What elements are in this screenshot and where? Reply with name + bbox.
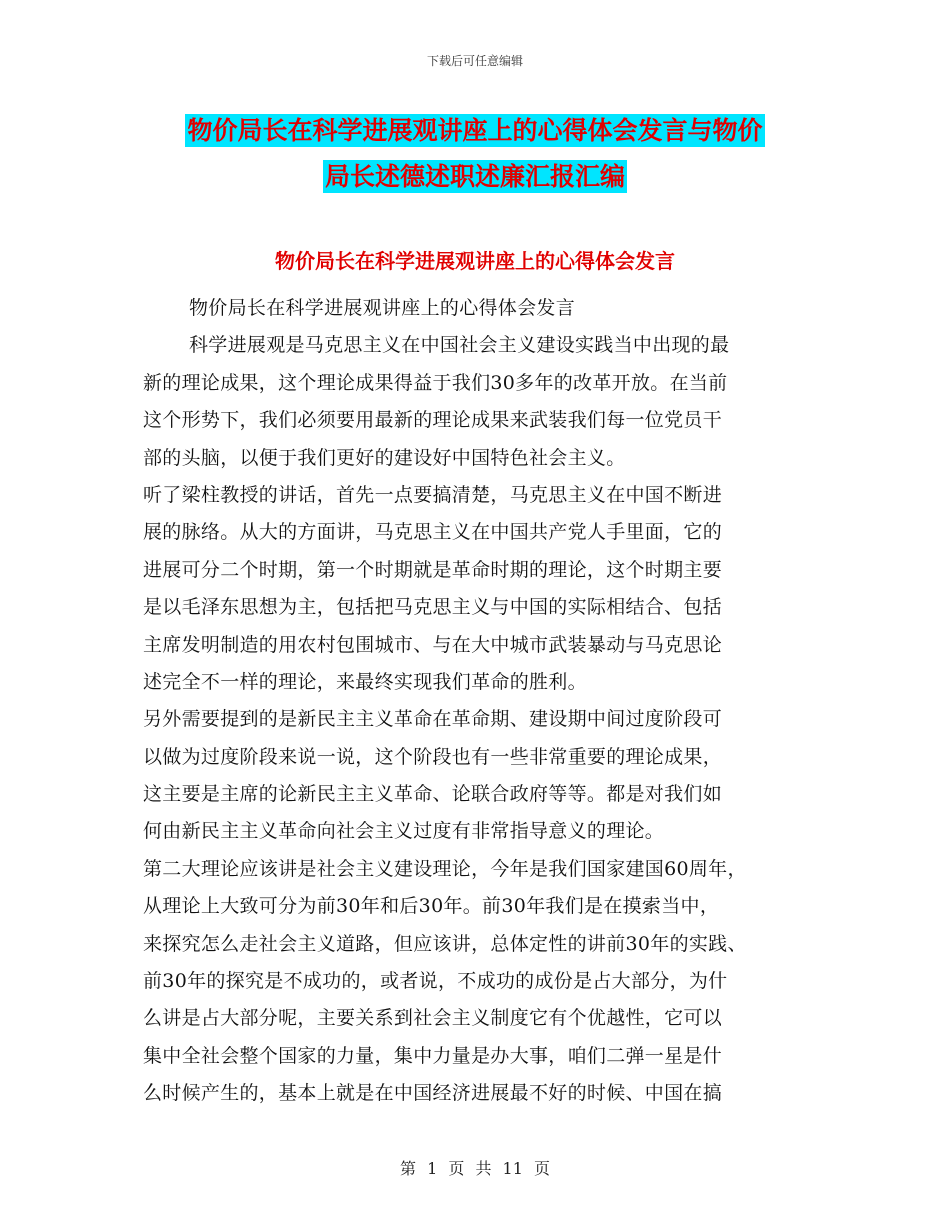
body-line: 述完全不一样的理论，来最终实现我们革命的胜利。: [143, 670, 587, 693]
body-line: 物价局长在科学进展观讲座上的心得体会发言: [189, 297, 576, 319]
body-line: 另外需要提到的是新民主主义革命在革命期、建设期中间过度阶段可: [143, 708, 723, 731]
body-line: 部的头脑，以便于我们更好的建设好中国特色社会主义。: [143, 446, 626, 469]
body-line: 主席发明制造的用农村包围城市、与在大中城市武装暴动与马克思论: [143, 633, 723, 656]
body-line: 进展可分二个时期，第一个时期就是革命时期的理论，这个时期主要: [143, 558, 723, 581]
body-line: 么讲是占大部分呢，主要关系到社会主义制度它有个优越性，它可以: [143, 1007, 723, 1030]
title-line-1: 物价局长在科学进展观讲座上的心得体会发言与物价: [187, 116, 763, 145]
title-line-2: 局长述德述职述廉汇报汇编: [324, 162, 625, 191]
section-title: 物价局长在科学进展观讲座上的心得体会发言: [275, 249, 675, 273]
body-line: 集中全社会整个国家的力量，集中力量是办大事，咱们二弹一星是什: [143, 1044, 723, 1067]
page-header: 下载后可任意编辑: [426, 54, 523, 68]
body-line: 从理论上大致可分为前30年和后30年。前30年我们是在摸索当中，: [143, 895, 720, 918]
body-line: 以做为过度阶段来说一说，这个阶段也有一些非常重要的理论成果，: [143, 745, 723, 768]
body-line: 第二大理论应该讲是社会主义建设理论，今年是我们国家建国60周年，: [143, 857, 747, 880]
document-title: [140, 108, 810, 200]
body-line: 是以毛泽东思想为主，包括把马克思主义与中国的实际相结合、包括: [143, 596, 723, 619]
body-line: 听了梁柱教授的讲话，首先一点要搞清楚，马克思主义在中国不断进: [143, 483, 723, 506]
body-line: 新的理论成果，这个理论成果得益于我们30多年的改革开放。在当前: [143, 371, 728, 394]
body-line: 何由新民主主义革命向社会主义过度有非常指导意义的理论。: [143, 820, 665, 843]
body-line: 前30年的探究是不成功的，或者说，不成功的成份是占大部分，为什: [143, 970, 728, 993]
page-footer: 第 1 页 共 11 页: [400, 1159, 550, 1178]
body-line: 这主要是主席的论新民主主义革命、论联合政府等等。都是对我们如: [143, 783, 723, 806]
body-line: 来探究怎么走社会主义道路，但应该讲，总体定性的讲前30年的实践、: [143, 932, 747, 955]
body-line: 科学进展观是马克思主义在中国社会主义建设实践当中出现的最: [189, 334, 730, 357]
body-line: 展的脉络。从大的方面讲，马克思主义在中国共产党人手里面，它的: [143, 521, 723, 544]
body-line: 这个形势下，我们必须要用最新的理论成果来武装我们每一位党员干: [143, 409, 723, 432]
body-text: [143, 290, 803, 1113]
body-line: 么时候产生的，基本上就是在中国经济进展最不好的时候、中国在搞: [143, 1082, 723, 1105]
